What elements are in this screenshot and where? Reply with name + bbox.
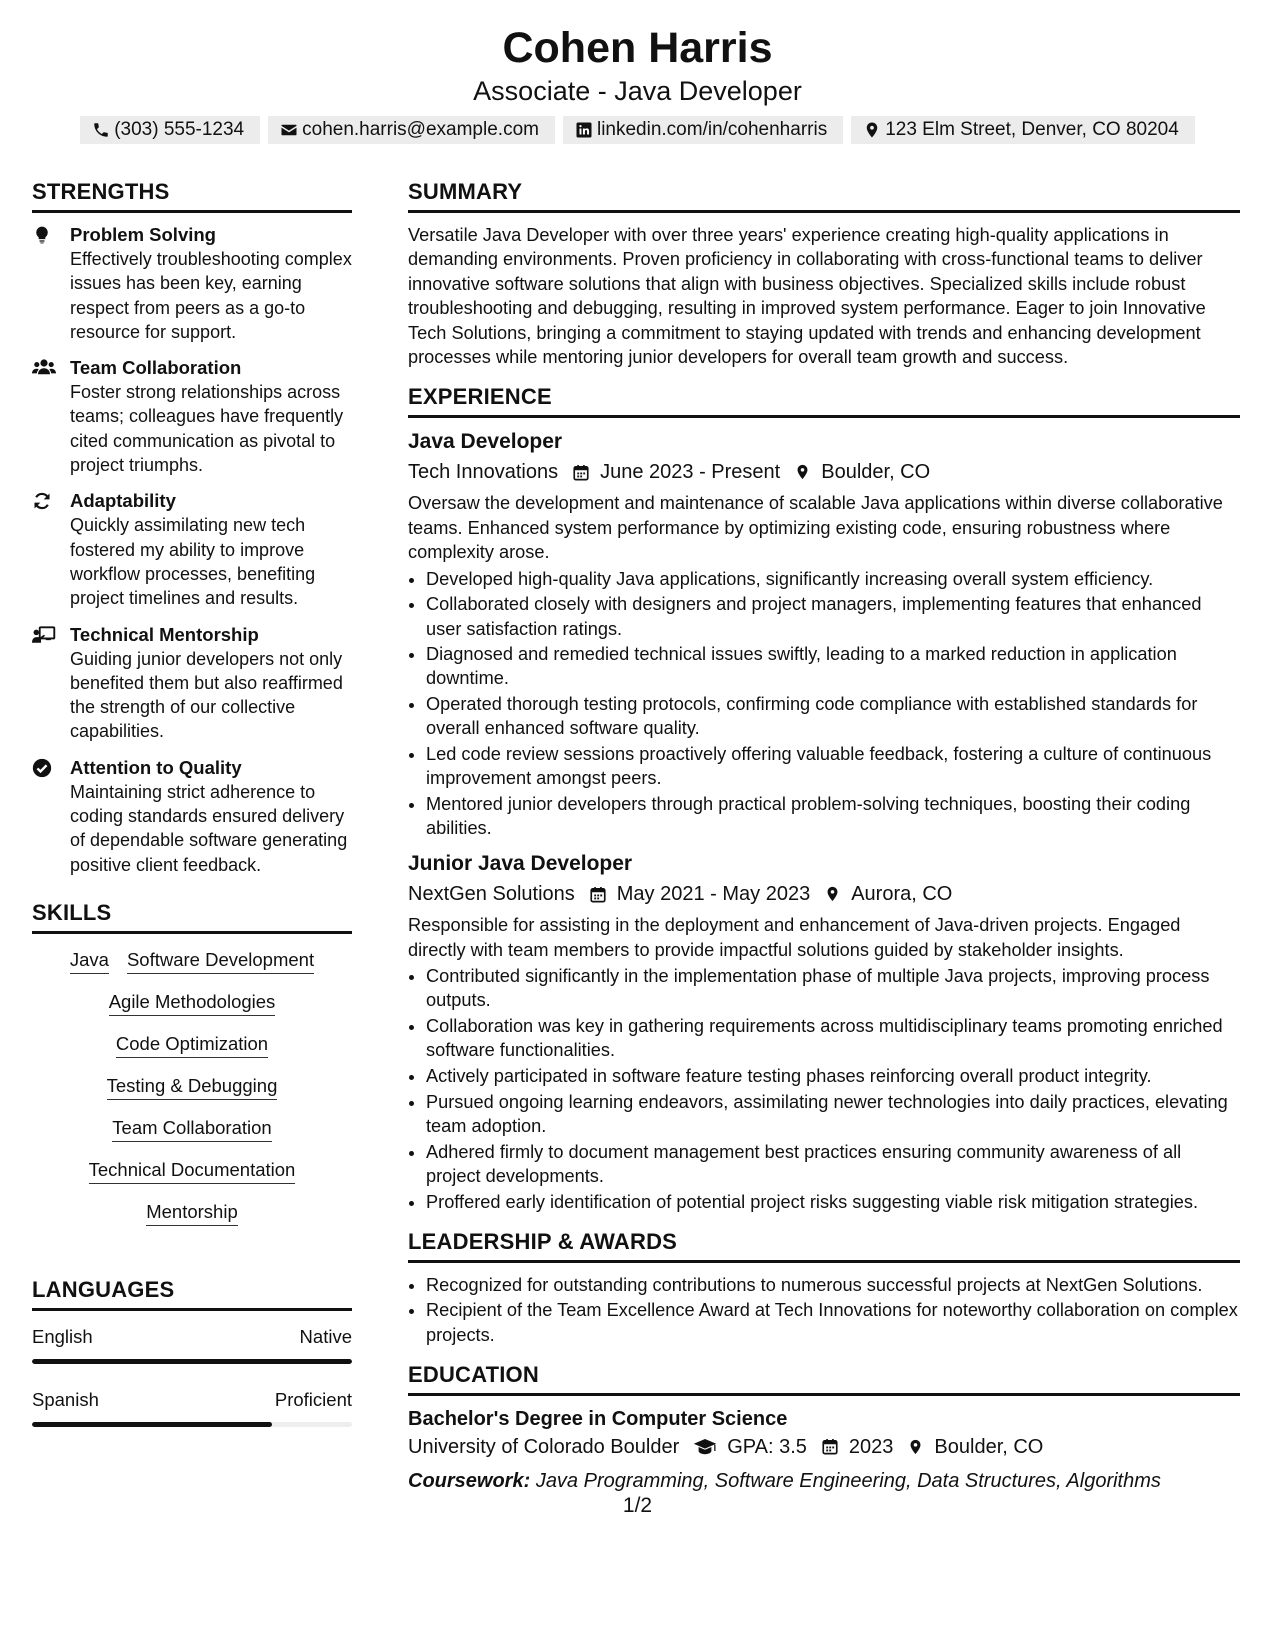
language-bar-fill [32,1422,272,1427]
right-column [408,178,1240,1496]
skills-list [32,948,352,1242]
leadership-bullet: • Recipient of the Team Excellence Award at Tech Innovations for noteworthy collaboration on complex projects. [426,1298,1240,1346]
page-number: 1/2 [622,1494,653,1517]
job-dates: May 2021 - May 2023 [616,883,811,906]
job-bullet: • Operated thorough testing protocols, confirming code compliance with established standards for overall enhanced software quality. [426,692,1240,740]
job-bullets [408,567,1240,841]
strength-name: Team Collaboration [70,357,242,379]
education-year: 2023 [848,1435,894,1458]
lightbulb-icon [32,223,70,344]
strength-description: Foster strong relationships across teams; colleagues have frequently cited communication as pivotal to project triumphs. [70,382,344,476]
skill-tag: Mentorship [146,1200,238,1226]
phone-icon [92,121,110,139]
job-title: Java Developer [408,430,563,454]
skills-heading: SKILLS [32,899,352,934]
job-bullet: • Actively participated in software feature testing phases reinforcing overall product integrity. [426,1064,1240,1088]
contact-linkedin[interactable] [563,116,843,144]
address-text: 123 Elm Street, Denver, CO 80204 [885,119,1179,140]
strength-description: Effectively troubleshooting complex issues has been key, earning respect from peers as a go-to resource for support. [70,249,352,342]
job-bullet: • Led code review sessions proactively offering valuable feedback, fostering a culture of continuous improvement amongst peers. [426,742,1240,790]
strength-description: Guiding junior developers not only benefited them but also reaffirmed the strength of our collective capabilities. [70,648,343,742]
graduation-cap-icon [693,1438,717,1456]
skill-tag: Agile Methodologies [109,990,276,1016]
strength-item [32,623,352,744]
linkedin-icon [575,121,593,139]
job-meta [408,879,1240,909]
teacher-icon [32,623,70,744]
job-bullet: • Developed high-quality Java applications, significantly increasing overall system efficiency. [426,567,1240,591]
education-school: University of Colorado Boulder [408,1435,680,1458]
strength-description: Maintaining strict adherence to coding standards ensured delivery of dependable software generating positive client feedback. [70,781,348,875]
skill-tag: Code Optimization [116,1032,268,1058]
skill-tag: Testing & Debugging [107,1074,278,1100]
contact-bar [0,116,1275,144]
job-title: Junior Java Developer [408,852,633,876]
email-text: cohen.harris@example.com [302,119,539,140]
education-coursework [408,1466,1240,1496]
job-description: Oversaw the development and maintenance of scalable Java applications within diverse collaborative teams. Enhanced system performance by optimizing existing code, ensuring robustness where complexity arose. [408,493,1223,563]
sync-icon [32,489,70,610]
strength-name: Attention to Quality [70,756,242,778]
contact-email[interactable] [268,116,555,144]
skill-tag: Technical Documentation [89,1158,296,1184]
strength-name: Adaptability [70,490,176,512]
users-icon [32,356,70,477]
education-gpa: GPA: 3.5 [727,1435,807,1458]
resume-header [0,22,1275,144]
job-description: Responsible for assisting in the deployment and enhancement of Java-driven projects. Engaged directly with team members to provide impactful solutions guided by stakeholder insights. [408,915,1181,960]
strength-item [32,489,352,610]
leadership-bullets [408,1273,1240,1347]
job-entry [408,428,1240,840]
language-bar [32,1359,352,1364]
strengths-heading: STRENGTHS [32,178,352,213]
language-bar-fill [32,1359,352,1364]
calendar-icon [572,463,590,482]
map-pin-icon [824,884,841,904]
education-location: Boulder, CO [934,1435,1044,1458]
skill-tag: Team Collaboration [112,1116,271,1142]
coursework-label: Coursework: [408,1469,531,1492]
job-location: Boulder, CO [821,461,931,484]
map-pin-icon [863,121,881,139]
job-bullet: • Collaborated closely with designers and project managers, implementing features that enhanced user satisfaction ratings. [426,592,1240,640]
map-pin-icon [794,462,811,482]
language-level: Proficient [274,1388,352,1410]
job-location: Aurora, CO [851,883,953,906]
strength-description: Quickly assimilating new tech fostered my ability to improve workflow processes, benefiting project timelines and results. [70,515,316,609]
check-circle-icon [32,756,70,877]
job-bullet: • Diagnosed and remedied technical issues swiftly, leading to a marked reduction in application downtime. [426,642,1240,690]
language-bar [32,1422,352,1427]
strength-item [32,756,352,877]
education-heading: EDUCATION [408,1361,1240,1396]
summary-text: Versatile Java Developer with over three years' experience creating high-quality applications in demanding environments. Proven proficiency in collaborating with cross-functional teams to deliver innovative software solutions that align with business objectives. Specialized skills include robust troubleshooting and debugging, resulting in improved system performance. Eager to join Innovative Tech Solutions, bringing a commitment to staying updated with trends and enhancing development processes while mentoring junior developers for overall team growth and success. [408,225,1206,368]
leadership-bullet: • Recognized for outstanding contributions to numerous successful projects at NextGen Solutions. [426,1273,1240,1297]
education-meta [408,1432,1240,1462]
job-company: NextGen Solutions [408,883,575,906]
skill-tag: Software Development [127,948,314,974]
job-bullets [408,964,1240,1214]
job-bullet: • Mentored junior developers through practical problem-solving techniques, boosting their coding abilities. [426,792,1240,840]
contact-phone[interactable] [80,116,260,144]
candidate-title: Associate - Java Developer [473,76,802,106]
job-bullet: • Collaboration was key in gathering requirements across multidisciplinary teams promoting enriched software functionalities. [426,1014,1240,1062]
experience-heading: EXPERIENCE [408,383,1240,418]
linkedin-text: linkedin.com/in/cohenharris [596,119,828,140]
job-bullet: • Pursued ongoing learning endeavors, assimilating newer technologies into daily practices, elevating team adoption. [426,1090,1240,1138]
job-bullet: • Proffered early identification of potential project risks suggesting viable risk mitigation strategies. [426,1190,1240,1214]
coursework-list: Java Programming, Software Engineering, Data Structures, Algorithms [535,1469,1161,1492]
language-name: Spanish [32,1388,99,1410]
job-dates: June 2023 - Present [600,461,781,484]
leadership-heading: LEADERSHIP & AWARDS [408,1228,1240,1263]
skill-tag: Java [70,948,109,974]
left-column [32,178,352,1449]
language-name: English [32,1325,93,1347]
map-pin-icon [907,1437,924,1457]
language-level: Native [299,1325,352,1347]
phone-text: (303) 555-1234 [114,119,245,140]
job-entry [408,850,1240,1213]
strength-item [32,356,352,477]
job-company: Tech Innovations [408,461,559,484]
envelope-icon [280,121,298,139]
job-bullet: • Adhered firmly to document management best practices ensuring community awareness of all project developments. [426,1140,1240,1188]
job-meta [408,457,1240,487]
education-entry [408,1406,1240,1496]
calendar-icon [589,885,607,904]
languages-heading: LANGUAGES [32,1276,352,1311]
language-item [32,1325,352,1364]
job-bullet: • Contributed significantly in the implementation phase of multiple Java projects, improving process outputs. [426,964,1240,1012]
contact-address [851,116,1195,144]
education-degree: Bachelor's Degree in Computer Science [408,1407,788,1430]
strength-name: Technical Mentorship [70,623,259,645]
language-item [32,1388,352,1427]
strength-name: Problem Solving [70,224,216,245]
strength-item [32,223,352,344]
summary-heading: SUMMARY [408,178,1240,213]
candidate-name: Cohen Harris [502,24,773,72]
calendar-icon [821,1437,839,1456]
